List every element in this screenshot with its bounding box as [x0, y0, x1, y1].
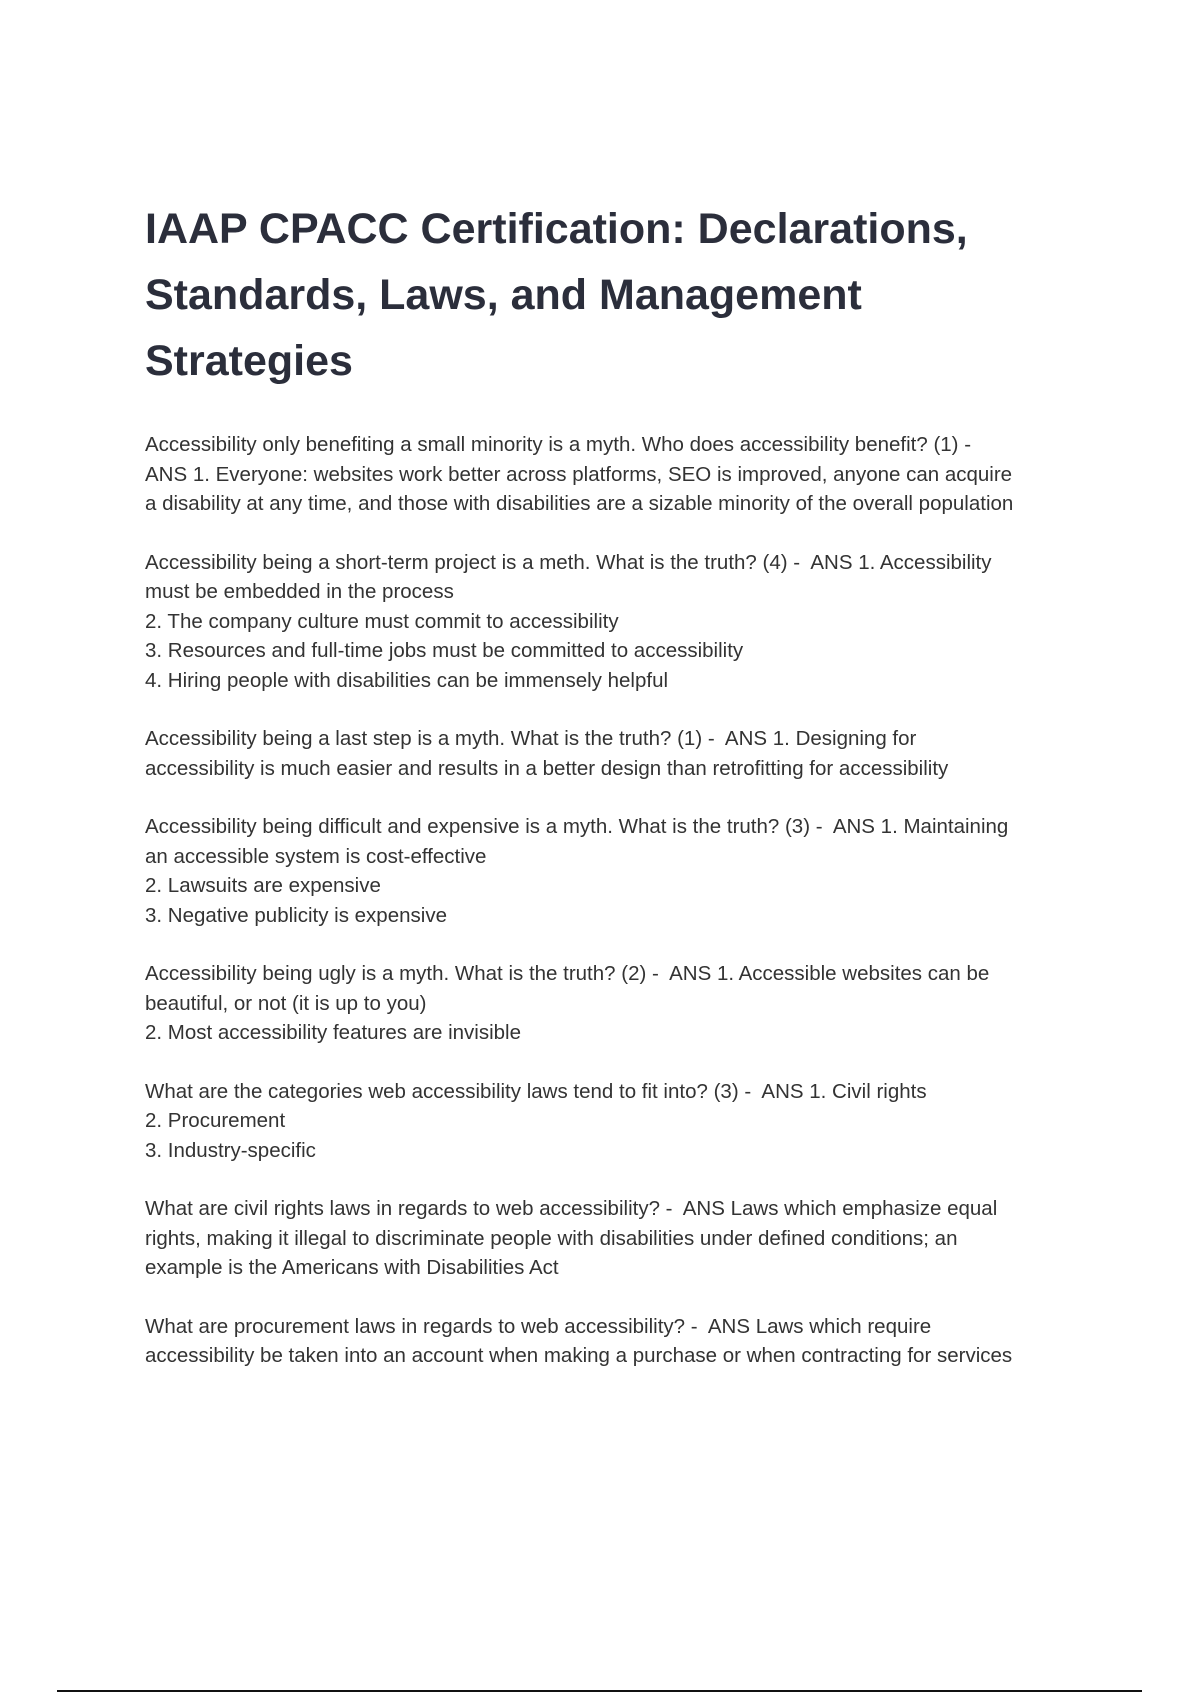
qa-paragraph: [145, 1312, 1145, 1371]
paragraph-line: 3. Negative publicity is expensive: [145, 903, 447, 927]
paragraph-line: an accessible system is cost-effective: [145, 844, 487, 868]
paragraph-line: must be embedded in the process: [145, 580, 454, 603]
paragraph-line: 3. Industry-specific: [145, 1138, 316, 1162]
document-title: [145, 196, 1105, 394]
paragraph-line: 2. Lawsuits are expensive: [145, 874, 381, 897]
title-line: IAAP CPACC Certification: Declarations,: [145, 205, 968, 253]
paragraph-line: Accessibility only benefiting a small minority is a myth. Who does accessibility benefit? (1) -: [145, 433, 972, 456]
paragraph-line: ANS 1. Everyone: websites work better across platforms, SEO is improved, anyone can acquire: [145, 462, 1013, 486]
paragraph-line: Accessibility being a short-term project is a meth. What is the truth? (4) - ANS 1. Accessibility: [145, 550, 992, 574]
qa-paragraph: [145, 959, 1145, 1048]
paragraph-line: Accessibility being ugly is a myth. What is the truth? (2) - ANS 1. Accessible websites can be: [145, 962, 990, 985]
paragraph-line: accessibility is much easier and results in a better design than retrofitting for accessibility: [145, 756, 949, 780]
qa-paragraph: [145, 812, 1145, 930]
paragraph-line: What are the categories web accessibility laws tend to fit into? (3) - ANS 1. Civil rights: [145, 1079, 927, 1103]
qa-paragraph: [145, 548, 1145, 696]
title-line: Standards, Laws, and Management: [145, 271, 862, 319]
paragraph-line: rights, making it illegal to discriminate people with disabilities under defined conditions; an: [145, 1226, 958, 1250]
paragraph-line: accessibility be taken into an account when making a purchase or when contracting for services: [145, 1344, 1013, 1367]
footer-divider: [57, 1690, 1142, 1692]
paragraph-line: example is the Americans with Disabilities Act: [145, 1256, 559, 1279]
paragraph-line: Accessibility being difficult and expensive is a myth. What is the truth? (3) - ANS 1. Maintaining: [145, 815, 1009, 838]
qa-paragraph: [145, 724, 1145, 783]
paragraph-line: beautiful, or not (it is up to you): [145, 991, 427, 1015]
paragraph-line: 2. Most accessibility features are invisible: [145, 1021, 521, 1044]
document-body: [145, 430, 1145, 1400]
paragraph-line: 2. The company culture must commit to accessibility: [145, 609, 619, 633]
paragraph-line: Accessibility being a last step is a myth. What is the truth? (1) - ANS 1. Designing for: [145, 727, 917, 750]
paragraph-line: What are procurement laws in regards to web accessibility? - ANS Laws which require: [145, 1314, 932, 1338]
qa-paragraph: [145, 1077, 1145, 1166]
qa-paragraph: [145, 430, 1145, 519]
paragraph-line: 2. Procurement: [145, 1109, 286, 1132]
title-line: Strategies: [145, 337, 353, 385]
qa-paragraph: [145, 1194, 1145, 1283]
paragraph-line: a disability at any time, and those with disabilities are a sizable minority of the overall population: [145, 492, 1014, 515]
paragraph-line: 4. Hiring people with disabilities can be immensely helpful: [145, 668, 669, 692]
paragraph-line: What are civil rights laws in regards to web accessibility? - ANS Laws which emphasize equal: [145, 1197, 998, 1220]
paragraph-line: 3. Resources and full-time jobs must be committed to accessibility: [145, 639, 744, 662]
